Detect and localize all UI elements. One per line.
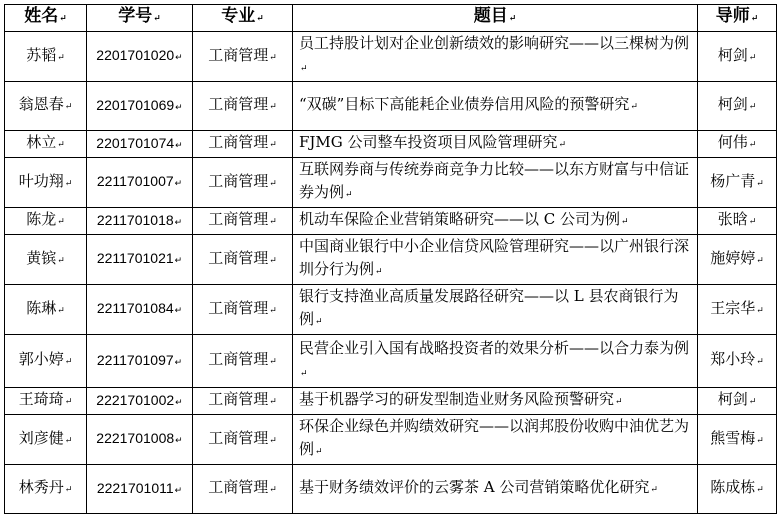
paragraph-mark-icon [269, 357, 277, 367]
paragraph-mark-icon [269, 140, 277, 150]
paragraph-mark-icon [65, 179, 73, 189]
paragraph-mark-icon [315, 317, 323, 327]
table-row [5, 208, 777, 235]
advisor-cell [698, 388, 777, 415]
major: 工商管理 [208, 133, 269, 151]
header-major: 专业 ↵ [193, 5, 293, 32]
student-id-cell [87, 235, 193, 285]
major-cell [193, 158, 293, 208]
thesis-title-cell [293, 82, 698, 131]
paragraph-mark-icon [269, 397, 277, 407]
paragraph-mark-icon [175, 357, 183, 367]
thesis-title: 中国商业银行中小企业信贷风险管理研究——以广州银行深圳分行为例 [299, 237, 690, 278]
student-id: 2211701021 [96, 250, 174, 266]
student-name: 刘彦健 [18, 428, 64, 447]
paragraph-mark-icon [57, 140, 65, 150]
student-id-cell [87, 335, 193, 388]
table-row [5, 415, 777, 465]
advisor: 杨广青 [710, 171, 756, 190]
advisor: 施婷婷 [710, 248, 756, 267]
student-name-cell [5, 32, 87, 82]
thesis-title-cell [293, 32, 698, 82]
student-id-cell [87, 465, 193, 514]
paragraph-mark-icon [650, 485, 658, 495]
advisor: 张晗 [717, 210, 748, 228]
major: 工商管理 [208, 298, 269, 317]
advisor: 陈成栋 [710, 478, 756, 496]
paragraph-mark-icon [749, 217, 757, 227]
paragraph-mark-icon [345, 190, 353, 200]
paragraph-mark-icon [269, 102, 277, 112]
paragraph-mark-icon [57, 53, 65, 63]
paragraph-mark-icon [375, 267, 383, 277]
paragraph-mark-icon [269, 256, 277, 266]
major: 工商管理 [208, 45, 269, 64]
table-row [5, 131, 777, 158]
student-id-cell [87, 208, 193, 235]
major: 工商管理 [208, 210, 269, 228]
table-row [5, 235, 777, 285]
paragraph-mark-icon [65, 102, 73, 112]
major-cell [193, 465, 293, 514]
student-id: 2211701084 [96, 300, 174, 316]
student-id: 2211701097 [96, 351, 174, 368]
student-name: 林立 [26, 133, 57, 151]
thesis-title: 员工持股计划对企业创新绩效的影响研究——以三棵树为例 [299, 34, 690, 52]
header-student-id: 学号 ↵ [87, 5, 193, 32]
table-row [5, 82, 777, 131]
paragraph-mark-icon [621, 217, 629, 227]
table-row [5, 158, 777, 208]
table-row [5, 285, 777, 335]
paragraph-mark-icon [269, 217, 277, 227]
student-name: 翁恩春 [18, 95, 64, 113]
thesis-title-cell [293, 335, 698, 388]
student-name-cell [5, 415, 87, 465]
paragraph-mark-icon [57, 306, 65, 316]
advisor-cell [698, 32, 777, 82]
paragraph-mark-icon [756, 436, 764, 446]
advisor: 王宗华 [710, 298, 756, 317]
thesis-title-cell [293, 208, 698, 235]
major-cell [193, 131, 293, 158]
advisor: 柯剑 [717, 390, 748, 408]
paragraph-mark-icon [57, 256, 65, 266]
paragraph-mark-icon [630, 102, 638, 112]
student-name: 王琦琦 [18, 390, 64, 408]
paragraph-mark-icon [749, 53, 757, 63]
student-id-cell [87, 415, 193, 465]
paragraph-mark-icon [65, 357, 73, 367]
paragraph-mark-icon [269, 485, 277, 495]
paragraph-mark-icon [175, 435, 183, 445]
major: 工商管理 [208, 248, 269, 267]
major-cell [193, 235, 293, 285]
header-title: 题目 ↵ [293, 5, 698, 32]
paragraph-mark-icon [175, 140, 183, 150]
paragraph-mark-icon [65, 397, 73, 407]
student-id-cell [87, 158, 193, 208]
header-name: 姓名 ↵ [5, 5, 87, 32]
paragraph-mark-icon [175, 217, 183, 227]
major-cell [193, 415, 293, 465]
student-name-cell [5, 208, 87, 235]
paragraph-mark-icon [269, 53, 277, 63]
student-name-cell [5, 131, 87, 158]
paragraph-mark-icon [175, 178, 183, 188]
table-row [5, 388, 777, 415]
student-name-cell [5, 285, 87, 335]
paragraph-mark-icon [175, 255, 183, 265]
major: 工商管理 [208, 428, 269, 447]
thesis-title: FJMG 公司整车投资项目风险管理研究 [299, 133, 558, 151]
student-id-cell [87, 32, 193, 82]
advisor-cell [698, 465, 777, 514]
advisor-cell [698, 82, 777, 131]
student-name-cell [5, 465, 87, 514]
paragraph-mark-icon [749, 102, 757, 112]
header-advisor: 导师 ↵ [698, 5, 777, 32]
advisor: 柯剑 [717, 45, 748, 64]
thesis-title-cell [293, 415, 698, 465]
thesis-title-cell [293, 285, 698, 335]
major-cell [193, 32, 293, 82]
major: 工商管理 [208, 95, 269, 113]
advisor-cell [698, 335, 777, 388]
student-id: 2221701008 [96, 430, 175, 446]
major-cell [193, 388, 293, 415]
paragraph-mark-icon [269, 306, 277, 316]
student-name: 郭小婷 [18, 350, 64, 368]
advisor-cell [698, 131, 777, 158]
paragraph-mark-icon [756, 256, 764, 266]
advisor: 何伟 [717, 133, 748, 151]
student-name-cell [5, 158, 87, 208]
paragraph-mark-icon [756, 179, 764, 189]
paragraph-mark-icon [756, 357, 764, 367]
advisor-cell [698, 415, 777, 465]
thesis-title: “双碳”目标下高能耗企业债券信用风险的预警研究 [299, 95, 630, 113]
paragraph-mark-icon [175, 305, 183, 315]
student-id: 2201701074 [96, 134, 175, 151]
paragraph-mark-icon [269, 179, 277, 189]
advisor-cell [698, 208, 777, 235]
major: 工商管理 [208, 390, 269, 408]
student-id: 2221701011 [96, 479, 174, 496]
paragraph-mark-icon [57, 217, 65, 227]
advisor-cell [698, 235, 777, 285]
major-cell [193, 208, 293, 235]
student-name: 苏韬 [26, 45, 57, 64]
paragraph-mark-icon [749, 397, 757, 407]
thesis-title: 银行支持渔业高质量发展路径研究——以 L 县农商银行为例 [299, 287, 679, 328]
student-name-cell [5, 82, 87, 131]
major-cell [193, 285, 293, 335]
paragraph-mark-icon [559, 140, 567, 150]
paragraph-mark-icon [315, 447, 323, 457]
major: 工商管理 [208, 350, 269, 368]
paragraph-mark-icon [65, 436, 73, 446]
paragraph-mark-icon [615, 397, 623, 407]
student-name-cell [5, 235, 87, 285]
paragraph-mark-icon [756, 485, 764, 495]
student-id: 2201701069 [96, 96, 175, 113]
thesis-title: 基于财务绩效评价的云雾茶 A 公司营销策略优化研究 [299, 478, 650, 496]
paragraph-mark-icon [300, 369, 308, 379]
advisor-cell [698, 285, 777, 335]
student-name: 陈琳 [26, 298, 57, 317]
major: 工商管理 [208, 171, 269, 190]
advisor-cell [698, 158, 777, 208]
thesis-title: 环保企业绿色并购绩效研究——以润邦股份收购中油优艺为例 [299, 417, 690, 458]
paragraph-mark-icon [269, 436, 277, 446]
student-id: 2211701018 [96, 211, 174, 228]
student-name: 叶功翔 [18, 171, 64, 190]
student-name-cell [5, 388, 87, 415]
thesis-title: 基于机器学习的研发型制造业财务风险预警研究 [299, 390, 615, 408]
table-row [5, 32, 777, 82]
thesis-table [4, 4, 777, 514]
thesis-title-cell [293, 388, 698, 415]
table-row [5, 465, 777, 514]
student-name-cell [5, 335, 87, 388]
student-name: 黄镔 [26, 248, 57, 267]
advisor: 柯剑 [717, 95, 748, 113]
advisor: 熊雪梅 [710, 428, 756, 447]
table-row [5, 335, 777, 388]
paragraph-mark-icon [175, 397, 183, 407]
student-id: 2201701020 [96, 47, 175, 63]
major: 工商管理 [208, 478, 269, 496]
thesis-title-cell [293, 235, 698, 285]
thesis-title: 互联网券商与传统券商竞争力比较——以东方财富与中信证券为例 [299, 160, 690, 201]
student-id-cell [87, 388, 193, 415]
student-name: 陈龙 [26, 210, 57, 228]
paragraph-mark-icon [175, 102, 183, 112]
thesis-title: 机动车保险企业营销策略研究——以 C 公司为例 [299, 210, 621, 228]
paragraph-mark-icon [65, 485, 73, 495]
student-id-cell [87, 285, 193, 335]
major-cell [193, 335, 293, 388]
header-row [5, 5, 777, 32]
student-id-cell [87, 82, 193, 131]
advisor: 郑小玲 [710, 350, 756, 368]
major-cell [193, 82, 293, 131]
thesis-title-cell [293, 465, 698, 514]
paragraph-mark-icon [175, 52, 183, 62]
student-name: 林秀丹 [18, 478, 64, 496]
thesis-title-cell [293, 158, 698, 208]
paragraph-mark-icon [300, 64, 308, 74]
student-id: 2221701002 [96, 391, 175, 408]
student-id-cell [87, 131, 193, 158]
student-id: 2211701007 [96, 173, 174, 189]
paragraph-mark-icon [175, 485, 183, 495]
thesis-title: 民营企业引入国有战略投资者的效果分析——以合力泰为例 [299, 338, 690, 357]
paragraph-mark-icon [749, 140, 757, 150]
paragraph-mark-icon [756, 306, 764, 316]
thesis-title-cell [293, 131, 698, 158]
